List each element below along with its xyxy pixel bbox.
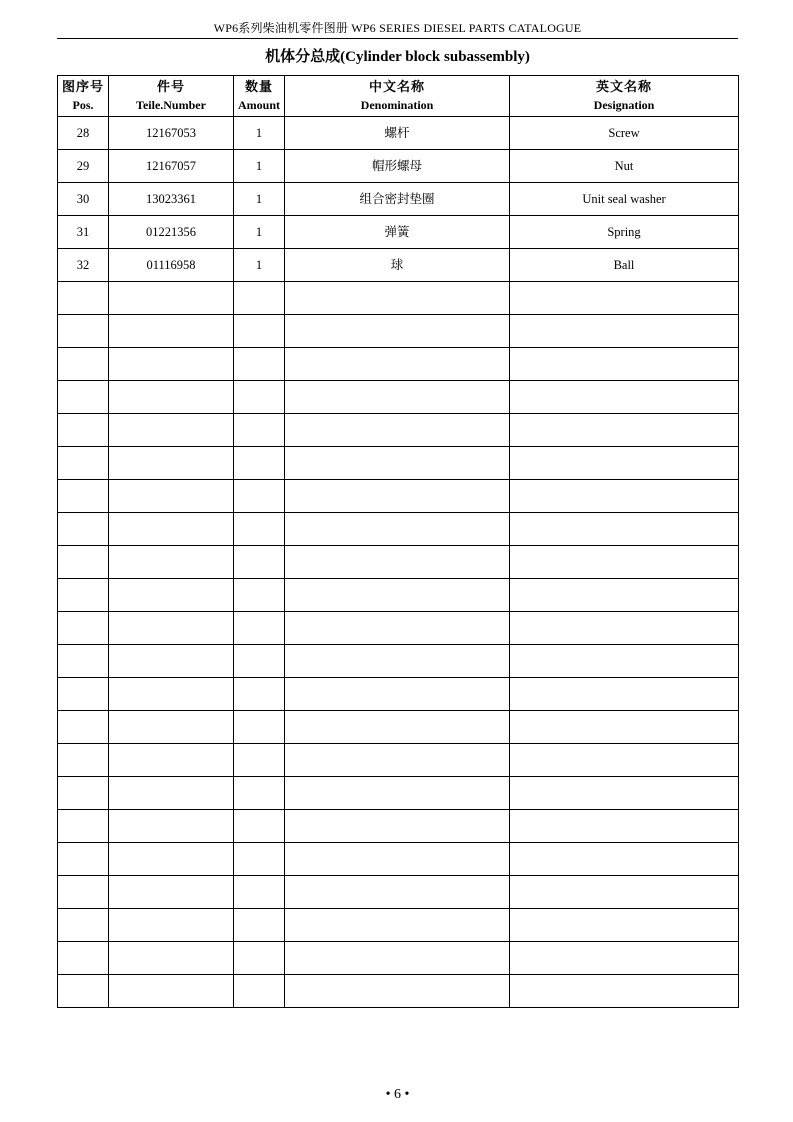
- empty-cell: [58, 942, 109, 975]
- empty-cell: [109, 975, 234, 1008]
- empty-cell: [285, 678, 510, 711]
- empty-cell: [109, 909, 234, 942]
- parts-table: [57, 75, 739, 1008]
- empty-table-row: [58, 414, 739, 447]
- empty-cell: [58, 579, 109, 612]
- empty-cell: [109, 414, 234, 447]
- empty-cell: [510, 381, 739, 414]
- table-row: [58, 150, 739, 183]
- empty-cell: [58, 282, 109, 315]
- empty-cell: [285, 447, 510, 480]
- empty-table-row: [58, 282, 739, 315]
- empty-cell: [58, 645, 109, 678]
- column-header-zh: 件号: [156, 79, 185, 94]
- column-header-zh: 中文名称: [368, 79, 425, 94]
- empty-cell: [58, 777, 109, 810]
- empty-cell: [510, 315, 739, 348]
- empty-table-row: [58, 843, 739, 876]
- cell-designation: Unit seal washer: [510, 183, 739, 216]
- empty-table-row: [58, 480, 739, 513]
- empty-cell: [285, 843, 510, 876]
- empty-cell: [510, 975, 739, 1008]
- empty-cell: [285, 876, 510, 909]
- cell-part-number: 01116958: [109, 249, 234, 282]
- cell-denomination: 弹簧: [285, 216, 510, 249]
- cell-denomination: 帽形螺母: [285, 150, 510, 183]
- column-header-zh: 数量: [244, 79, 273, 94]
- empty-cell: [58, 612, 109, 645]
- empty-cell: [285, 513, 510, 546]
- empty-table-row: [58, 810, 739, 843]
- cell-amount: 1: [234, 249, 285, 282]
- empty-cell: [285, 579, 510, 612]
- column-header-zh: 英文名称: [595, 79, 652, 94]
- cell-designation: Screw: [510, 117, 739, 150]
- catalogue-header: WP6系列柴油机零件图册 WP6 SERIES DIESEL PARTS CATALOGUE: [213, 21, 582, 35]
- empty-table-row: [58, 678, 739, 711]
- empty-cell: [510, 711, 739, 744]
- empty-cell: [109, 876, 234, 909]
- empty-cell: [285, 711, 510, 744]
- empty-cell: [58, 711, 109, 744]
- empty-table-row: [58, 315, 739, 348]
- empty-cell: [109, 711, 234, 744]
- empty-cell: [234, 414, 285, 447]
- empty-cell: [234, 480, 285, 513]
- empty-cell: [234, 546, 285, 579]
- empty-cell: [234, 843, 285, 876]
- empty-cell: [510, 612, 739, 645]
- empty-cell: [58, 348, 109, 381]
- empty-cell: [58, 513, 109, 546]
- empty-cell: [234, 876, 285, 909]
- empty-table-row: [58, 546, 739, 579]
- empty-table-row: [58, 975, 739, 1008]
- cell-part-number: 12167053: [109, 117, 234, 150]
- empty-cell: [510, 645, 739, 678]
- cell-amount: 1: [234, 183, 285, 216]
- cell-designation: Ball: [510, 249, 739, 282]
- page-number: • 6 •: [385, 1087, 410, 1102]
- empty-cell: [285, 480, 510, 513]
- cell-denomination: 组合密封垫圈: [285, 183, 510, 216]
- empty-table-row: [58, 348, 739, 381]
- empty-cell: [58, 447, 109, 480]
- empty-cell: [109, 612, 234, 645]
- table-row: [58, 249, 739, 282]
- empty-cell: [109, 678, 234, 711]
- empty-cell: [58, 843, 109, 876]
- cell-amount: 1: [234, 216, 285, 249]
- empty-table-row: [58, 777, 739, 810]
- empty-cell: [234, 315, 285, 348]
- empty-cell: [234, 942, 285, 975]
- empty-cell: [58, 744, 109, 777]
- empty-cell: [234, 645, 285, 678]
- empty-cell: [285, 744, 510, 777]
- empty-cell: [510, 744, 739, 777]
- empty-cell: [109, 381, 234, 414]
- empty-cell: [510, 876, 739, 909]
- column-header-zh: 图序号: [61, 79, 104, 94]
- empty-cell: [285, 942, 510, 975]
- empty-cell: [109, 843, 234, 876]
- empty-cell: [285, 546, 510, 579]
- empty-cell: [285, 909, 510, 942]
- empty-cell: [510, 942, 739, 975]
- header-divider: [57, 38, 738, 39]
- cell-amount: 1: [234, 150, 285, 183]
- cell-part-number: 12167057: [109, 150, 234, 183]
- column-header-number: [109, 76, 234, 117]
- cell-pos: 30: [58, 183, 109, 216]
- cell-part-number: 01221356: [109, 216, 234, 249]
- column-header-en: Designation: [593, 98, 655, 112]
- empty-cell: [285, 381, 510, 414]
- empty-cell: [234, 909, 285, 942]
- empty-table-row: [58, 942, 739, 975]
- cell-part-number: 13023361: [109, 183, 234, 216]
- empty-cell: [285, 777, 510, 810]
- empty-cell: [109, 942, 234, 975]
- empty-cell: [510, 348, 739, 381]
- empty-cell: [510, 909, 739, 942]
- empty-cell: [58, 876, 109, 909]
- empty-cell: [58, 315, 109, 348]
- column-header-en: Teile.Number: [136, 98, 206, 112]
- empty-cell: [58, 810, 109, 843]
- page-title: 机体分总成(Cylinder block subassembly): [265, 49, 530, 65]
- empty-cell: [285, 315, 510, 348]
- cell-pos: 32: [58, 249, 109, 282]
- column-header-amount: [234, 76, 285, 117]
- parts-table-body: [58, 117, 739, 1008]
- cell-pos: 28: [58, 117, 109, 150]
- empty-cell: [58, 381, 109, 414]
- cell-amount: 1: [234, 117, 285, 150]
- empty-cell: [234, 975, 285, 1008]
- empty-cell: [285, 282, 510, 315]
- cell-designation: Spring: [510, 216, 739, 249]
- column-header-en: Amount: [237, 98, 280, 112]
- empty-cell: [510, 414, 739, 447]
- empty-cell: [510, 678, 739, 711]
- empty-cell: [234, 612, 285, 645]
- table-header-row: [58, 76, 739, 117]
- empty-cell: [109, 447, 234, 480]
- empty-table-row: [58, 711, 739, 744]
- empty-table-row: [58, 579, 739, 612]
- empty-cell: [109, 777, 234, 810]
- empty-cell: [510, 810, 739, 843]
- empty-cell: [234, 348, 285, 381]
- empty-cell: [234, 744, 285, 777]
- empty-table-row: [58, 381, 739, 414]
- empty-cell: [58, 546, 109, 579]
- empty-table-row: [58, 612, 739, 645]
- column-header-pos: [58, 76, 109, 117]
- empty-cell: [109, 480, 234, 513]
- cell-designation: Nut: [510, 150, 739, 183]
- empty-cell: [285, 645, 510, 678]
- empty-cell: [510, 480, 739, 513]
- empty-cell: [510, 447, 739, 480]
- empty-cell: [234, 711, 285, 744]
- empty-cell: [285, 810, 510, 843]
- empty-cell: [109, 348, 234, 381]
- table-row: [58, 183, 739, 216]
- empty-cell: [285, 612, 510, 645]
- empty-cell: [285, 414, 510, 447]
- empty-cell: [285, 975, 510, 1008]
- empty-cell: [58, 480, 109, 513]
- empty-cell: [109, 282, 234, 315]
- column-header-en: Denomination: [360, 98, 434, 112]
- empty-cell: [510, 513, 739, 546]
- column-header-designation: [510, 76, 739, 117]
- empty-cell: [234, 678, 285, 711]
- empty-cell: [58, 975, 109, 1008]
- empty-cell: [510, 843, 739, 876]
- cell-pos: 31: [58, 216, 109, 249]
- empty-cell: [510, 282, 739, 315]
- empty-table-row: [58, 876, 739, 909]
- empty-cell: [58, 909, 109, 942]
- column-header-en: Pos.: [72, 98, 94, 112]
- empty-cell: [234, 777, 285, 810]
- table-row: [58, 216, 739, 249]
- column-header-denomination: [285, 76, 510, 117]
- cell-denomination: 螺杆: [285, 117, 510, 150]
- empty-cell: [234, 447, 285, 480]
- empty-cell: [285, 348, 510, 381]
- empty-cell: [234, 381, 285, 414]
- cell-denomination: 球: [285, 249, 510, 282]
- empty-cell: [234, 513, 285, 546]
- cell-pos: 29: [58, 150, 109, 183]
- table-row: [58, 117, 739, 150]
- empty-cell: [109, 744, 234, 777]
- empty-cell: [510, 579, 739, 612]
- empty-cell: [109, 513, 234, 546]
- empty-table-row: [58, 513, 739, 546]
- empty-cell: [109, 579, 234, 612]
- empty-cell: [510, 546, 739, 579]
- empty-table-row: [58, 447, 739, 480]
- empty-cell: [510, 777, 739, 810]
- empty-table-row: [58, 645, 739, 678]
- empty-table-row: [58, 744, 739, 777]
- empty-table-row: [58, 909, 739, 942]
- empty-cell: [234, 282, 285, 315]
- empty-cell: [58, 414, 109, 447]
- empty-cell: [109, 546, 234, 579]
- empty-cell: [234, 810, 285, 843]
- empty-cell: [234, 579, 285, 612]
- empty-cell: [109, 645, 234, 678]
- empty-cell: [109, 810, 234, 843]
- empty-cell: [109, 315, 234, 348]
- empty-cell: [58, 678, 109, 711]
